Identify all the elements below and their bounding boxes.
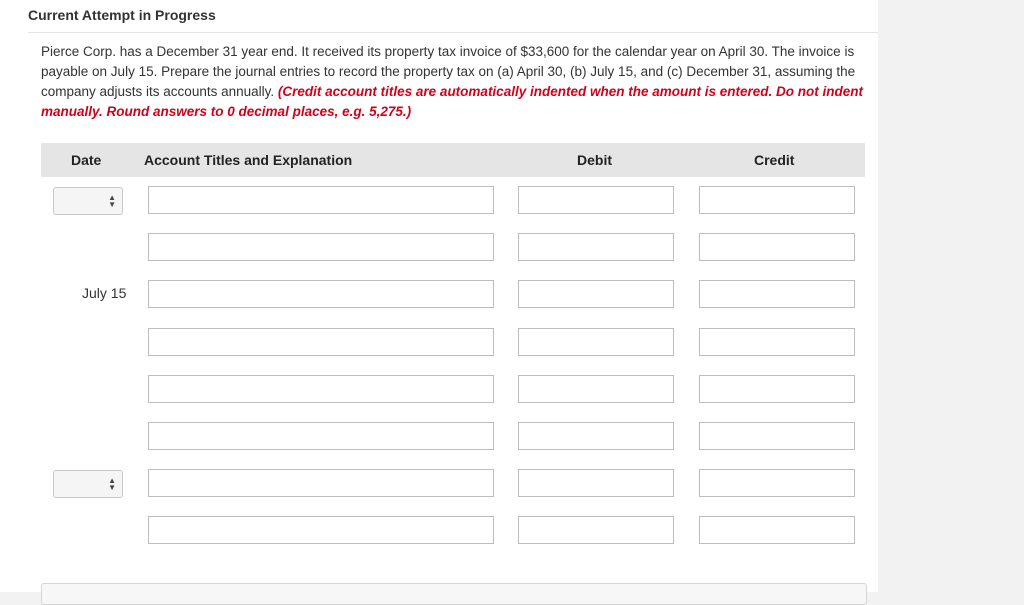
account-title-input[interactable] xyxy=(148,280,494,308)
account-title-input[interactable] xyxy=(148,516,494,544)
account-title-input[interactable] xyxy=(148,375,494,403)
debit-input[interactable] xyxy=(518,422,674,450)
account-title-input[interactable] xyxy=(148,422,494,450)
debit-input[interactable] xyxy=(518,375,674,403)
date-label: July 15 xyxy=(82,285,127,301)
divider xyxy=(28,32,878,33)
debit-input[interactable] xyxy=(518,280,674,308)
problem-statement xyxy=(41,42,866,122)
date-select[interactable] xyxy=(53,187,123,215)
problem-text: Pierce Corp. has a December 31 year end. It received its property tax invoice of $33,600 for the calendar year on April 30. The invoice is payable on July 15. Prepare the journal entries to record the property tax on (a) April 30, (b) July 15, and (c) December 31, assuming the company adjusts its accounts annually. xyxy=(41,44,856,99)
debit-input[interactable] xyxy=(518,516,674,544)
account-title-input[interactable] xyxy=(148,233,494,261)
account-title-input[interactable] xyxy=(148,469,494,497)
header-credit: Credit xyxy=(754,152,795,168)
account-title-input[interactable] xyxy=(148,328,494,356)
problem-instructions: (Credit account titles are automatically indented when the amount is entered. Do not indent manually. Round answers to 0 decimal places, e.g. 5,275.) xyxy=(41,84,863,119)
account-title-input[interactable] xyxy=(148,186,494,214)
date-select[interactable] xyxy=(53,470,123,498)
updown-arrows-icon: ▲ ▼ xyxy=(108,476,116,492)
header-date: Date xyxy=(71,152,102,168)
credit-input[interactable] xyxy=(699,516,855,544)
debit-input[interactable] xyxy=(518,469,674,497)
updown-arrows-icon: ▲ ▼ xyxy=(108,193,116,209)
credit-input[interactable] xyxy=(699,280,855,308)
credit-input[interactable] xyxy=(699,186,855,214)
debit-input[interactable] xyxy=(518,328,674,356)
credit-input[interactable] xyxy=(699,422,855,450)
next-section-box xyxy=(41,583,867,605)
attempt-status: Current Attempt in Progress xyxy=(28,7,216,23)
journal-table-header xyxy=(41,143,865,177)
header-account-titles: Account Titles and Explanation xyxy=(144,152,353,168)
debit-input[interactable] xyxy=(518,186,674,214)
credit-input[interactable] xyxy=(699,233,855,261)
credit-input[interactable] xyxy=(699,469,855,497)
credit-input[interactable] xyxy=(699,375,855,403)
debit-input[interactable] xyxy=(518,233,674,261)
credit-input[interactable] xyxy=(699,328,855,356)
header-debit: Debit xyxy=(577,152,612,168)
